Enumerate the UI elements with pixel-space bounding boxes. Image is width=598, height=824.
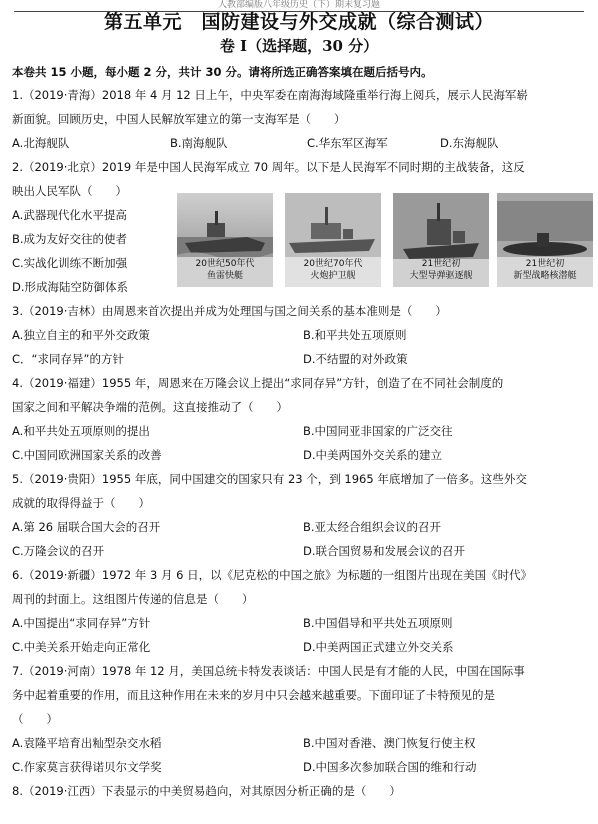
q6-option-b: B.中国倡导和平共处五项原则 [303, 616, 453, 630]
section-subtitle: 卷 I（选择题，30 分） [219, 37, 379, 55]
q8-line-1: 8.（2019·江西）下表显示的中美贸易趋向，对其原因分析正确的是（ ） [12, 784, 401, 798]
q2-caption-1b: 鱼雷快艇 [206, 271, 243, 281]
q3-line-1: 3.（2019·吉林）由周恩来首次提出并成为处理国与国之间关系的基本准则是（ ） [12, 304, 447, 318]
q4-option-a: A.和平共处五项原则的提出 [12, 424, 150, 438]
q3-option-b: B.和平共处五项原则 [303, 328, 407, 342]
q2-option-b: B.成为友好交往的使者 [12, 232, 128, 246]
page-title: 第五单元 国防建设与外交成就（综合测试） [103, 11, 494, 33]
q2-image-strip [177, 193, 593, 289]
q2-caption-3b: 大型导弹驱逐舰 [409, 271, 473, 281]
q6-line-2: 周刊的封面上。这组图片传递的信息是（ ） [12, 592, 254, 606]
q3-option-a: A.独立自主的和平外交政策 [12, 328, 150, 342]
q7-line-1: 7.（2019·河南）1978 年 12 月，美国总统卡特发表谈话：中国人民是有才能的人民，中国在国际事 [12, 664, 525, 678]
q1-line-1: 1.（2019·青海）2018 年 4 月 12 日上午，中央军委在南海海域隆重举行海上阅兵，展示人民海军崭 [12, 88, 528, 102]
q4-line-1: 4.（2019·福建）1955 年，周恩来在万隆会议上提出“求同存异”方针，创造了在不同社会制度的 [12, 376, 504, 390]
destroyer-photo [393, 193, 489, 287]
q1-option-c: C.华东军区海军 [307, 136, 388, 150]
q2-line-2: 映出人民军队（ ） [12, 184, 127, 198]
q7-option-b: B.中国对香港、澳门恢复行使主权 [303, 736, 476, 750]
q6-option-d: D.中美两国正式建立外交关系 [303, 640, 454, 654]
q5-option-d: D.联合国贸易和发展会议的召开 [303, 544, 466, 558]
q2-caption-2b: 火炮护卫舰 [310, 271, 356, 281]
q1-line-2: 新面貌。回顾历史，中国人民解放军建立的第一支海军是（ ） [12, 112, 346, 126]
q7-line-3: （ ） [12, 712, 58, 726]
q4-option-d: D.中美两国外交关系的建立 [303, 448, 443, 462]
q6-option-a: A.中国提出“求同存异”方针 [12, 616, 151, 630]
submarine-photo [497, 193, 593, 287]
frigate-photo [285, 193, 381, 287]
q5-line-1: 5.（2019·贵阳）1955 年底，同中国建交的国家只有 23 个，到 1965 年底增加了一倍多。这些外交 [12, 472, 527, 486]
q3-option-d: D.不结盟的对外政策 [303, 352, 408, 366]
q4-line-2: 国家之间和平解决争端的范例。这直接推动了（ ） [12, 400, 288, 414]
q2-caption-4b: 新型战略核潜艇 [513, 271, 577, 281]
q3-option-c: C．“求同存异”的方针 [12, 352, 124, 366]
q1-option-a: A.北海舰队 [12, 136, 70, 150]
q5-option-b: B.亚太经合组织会议的召开 [303, 520, 442, 534]
q2-option-c: C.实战化训练不断加强 [12, 256, 128, 270]
q7-option-a: A.袁隆平培育出籼型杂交水稻 [12, 736, 162, 750]
q2-caption-1a: 20世纪50年代 [195, 259, 255, 269]
q2-option-d: D.形成海陆空防御体系 [12, 280, 129, 294]
running-header: 人教部编版八年级历史（下）期末复习题 [217, 0, 380, 10]
q2-caption-2a: 20世纪70年代 [303, 259, 363, 269]
q7-option-c: C.作家莫言获得诺贝尔文学奖 [12, 760, 162, 774]
q1-option-b: B.南海舰队 [170, 136, 228, 150]
q7-option-d: D.中国多次参加联合国的维和行动 [303, 760, 477, 774]
q4-option-c: C.中国同欧洲国家关系的改善 [12, 448, 162, 462]
q7-line-2: 务中起着重要的作用，而且这种作用在未来的岁月中只会越来越重要。下面印证了卡特预见的是 [12, 688, 495, 702]
q2-line-1: 2.（2019·北京）2019 年是中国人民海军成立 70 周年。以下是人民海军不同时期的主战装备，这反 [12, 160, 525, 174]
q6-option-c: C.中美关系开始走向正常化 [12, 640, 151, 654]
torpedo-boat-photo [177, 193, 273, 287]
q1-option-d: D.东海舰队 [440, 136, 499, 150]
instruction-text: 本卷共 15 小题，每小题 2 分，共计 30 分。请将所选正确答案填在题后括号内。 [12, 65, 433, 79]
q4-option-b: B.中国同亚非国家的广泛交往 [303, 424, 453, 438]
q5-option-a: A.第 26 届联合国大会的召开 [12, 520, 161, 534]
q2-option-a: A.武器现代化水平提高 [12, 208, 127, 222]
q2-caption-3a: 21世纪初 [421, 259, 461, 269]
q2-caption-4a: 21世纪初 [525, 259, 565, 269]
q6-line-1: 6.（2019·新疆）1972 年 3 月 6 日，以《尼克松的中国之旅》为标题的一组图片出现在美国《时代》 [12, 568, 533, 582]
q5-line-2: 成就的取得得益于（ ） [12, 496, 150, 510]
q5-option-c: C.万隆会议的召开 [12, 544, 105, 558]
